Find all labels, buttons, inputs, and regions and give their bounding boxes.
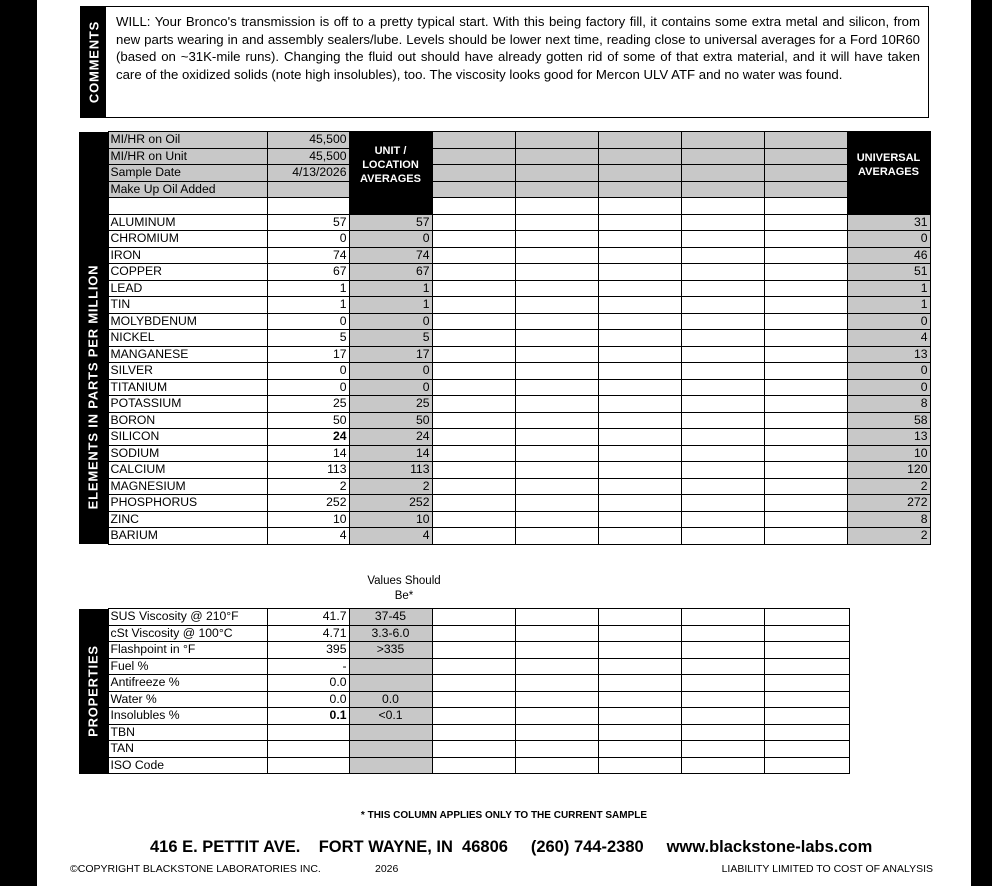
property-should-be: <0.1 (349, 708, 432, 725)
make-up-oil-value (267, 181, 349, 198)
element-name: ZINC (108, 511, 267, 528)
element-universal-average: 46 (847, 247, 930, 264)
elements-table (79, 131, 931, 545)
property-row (79, 658, 849, 675)
properties-table (79, 608, 850, 774)
element-value: 0 (267, 363, 349, 380)
element-unit-average: 25 (349, 396, 432, 413)
element-name: IRON (108, 247, 267, 264)
element-unit-average: 2 (349, 478, 432, 495)
element-universal-average: 8 (847, 511, 930, 528)
element-row (79, 313, 930, 330)
element-value: 57 (267, 214, 349, 231)
universal-header: UNIVERSAL AVERAGES (847, 132, 930, 198)
property-row (79, 708, 849, 725)
element-value: 14 (267, 445, 349, 462)
property-name: SUS Viscosity @ 210°F (108, 609, 267, 626)
element-universal-average: 0 (847, 231, 930, 248)
element-unit-average: 5 (349, 330, 432, 347)
properties-side-tab (79, 609, 108, 774)
mi-hr-oil-value: 45,500 (267, 132, 349, 149)
element-row (79, 412, 930, 429)
element-value: 0 (267, 313, 349, 330)
property-value (267, 757, 349, 774)
element-row (79, 214, 930, 231)
element-value: 24 (267, 429, 349, 446)
property-name: Insolubles % (108, 708, 267, 725)
property-value: 395 (267, 642, 349, 659)
property-value: 0.0 (267, 675, 349, 692)
element-row (79, 379, 930, 396)
property-row (79, 691, 849, 708)
element-name: BORON (108, 412, 267, 429)
element-row (79, 264, 930, 281)
element-universal-average: 272 (847, 495, 930, 512)
element-unit-average: 74 (349, 247, 432, 264)
element-value: 5 (267, 330, 349, 347)
property-row (79, 609, 849, 626)
unit-location-header: UNIT / LOCATION AVERAGES (349, 132, 432, 198)
comments-box (80, 6, 929, 118)
element-row (79, 297, 930, 314)
element-unit-average: 1 (349, 297, 432, 314)
element-unit-average: 50 (349, 412, 432, 429)
report-page (37, 0, 971, 886)
element-name: ALUMINUM (108, 214, 267, 231)
element-universal-average: 13 (847, 346, 930, 363)
element-value: 10 (267, 511, 349, 528)
comments-text: WILL: Your Bronco's transmission is off to a pretty typical start. With this being factory fill, it contains some extra metal and silicon, from new parts wearing in and assembly sealers/lube. Levels should be lower next time, reading close to universal averages for a Ford 10R60 (based on ~31K-mile runs). Changing the fluid out should have already gotten rid of some of that extra material, and it will have taken care of the oxidized solids (note high insolubles), too. The viscosity looks good for Mercon ULV ATF and no water was found. (116, 14, 920, 82)
element-name: BARIUM (108, 528, 267, 545)
element-unit-average: 252 (349, 495, 432, 512)
property-row (79, 724, 849, 741)
property-should-be (349, 658, 432, 675)
sample-date-label: Sample Date (108, 165, 267, 182)
element-name: TITANIUM (108, 379, 267, 396)
element-name: CALCIUM (108, 462, 267, 479)
property-value: 0.1 (267, 708, 349, 725)
element-unit-average: 0 (349, 379, 432, 396)
element-row (79, 429, 930, 446)
element-universal-average: 1 (847, 297, 930, 314)
sample-date-value: 4/13/2026 (267, 165, 349, 182)
element-universal-average: 58 (847, 412, 930, 429)
element-row (79, 478, 930, 495)
element-universal-average: 0 (847, 313, 930, 330)
element-unit-average: 0 (349, 363, 432, 380)
property-should-be: 0.0 (349, 691, 432, 708)
property-value: 41.7 (267, 609, 349, 626)
element-row (79, 280, 930, 297)
element-value: 1 (267, 280, 349, 297)
element-universal-average: 13 (847, 429, 930, 446)
element-unit-average: 14 (349, 445, 432, 462)
element-row (79, 445, 930, 462)
element-value: 25 (267, 396, 349, 413)
element-universal-average: 1 (847, 280, 930, 297)
element-name: LEAD (108, 280, 267, 297)
property-row (79, 757, 849, 774)
elements-side-label: ELEMENTS IN PARTS PER MILLION (85, 264, 101, 510)
element-row (79, 396, 930, 413)
comments-tab (81, 7, 106, 117)
element-row (79, 247, 930, 264)
property-name: cSt Viscosity @ 100°C (108, 625, 267, 642)
element-value: 17 (267, 346, 349, 363)
element-row (79, 528, 930, 545)
element-name: SILVER (108, 363, 267, 380)
element-universal-average: 2 (847, 478, 930, 495)
element-unit-average: 4 (349, 528, 432, 545)
properties-side-label: PROPERTIES (85, 645, 101, 737)
element-row (79, 346, 930, 363)
element-unit-average: 113 (349, 462, 432, 479)
property-name: ISO Code (108, 757, 267, 774)
element-name: COPPER (108, 264, 267, 281)
element-name: MANGANESE (108, 346, 267, 363)
property-value: - (267, 658, 349, 675)
element-name: PHOSPHORUS (108, 495, 267, 512)
element-unit-average: 0 (349, 231, 432, 248)
property-name: Flashpoint in °F (108, 642, 267, 659)
element-value: 2 (267, 478, 349, 495)
element-universal-average: 31 (847, 214, 930, 231)
property-name: Water % (108, 691, 267, 708)
element-universal-average: 51 (847, 264, 930, 281)
element-universal-average: 8 (847, 396, 930, 413)
element-name: NICKEL (108, 330, 267, 347)
make-up-oil-label: Make Up Oil Added (108, 181, 267, 198)
element-name: SODIUM (108, 445, 267, 462)
property-should-be (349, 675, 432, 692)
element-unit-average: 0 (349, 313, 432, 330)
element-name: POTASSIUM (108, 396, 267, 413)
property-should-be (349, 741, 432, 758)
element-row (79, 330, 930, 347)
element-universal-average: 4 (847, 330, 930, 347)
element-name: SILICON (108, 429, 267, 446)
comments-label: COMMENTS (86, 20, 101, 104)
element-unit-average: 10 (349, 511, 432, 528)
property-should-be: 3.3-6.0 (349, 625, 432, 642)
property-should-be (349, 757, 432, 774)
element-value: 113 (267, 462, 349, 479)
element-row (79, 462, 930, 479)
element-value: 4 (267, 528, 349, 545)
property-name: TBN (108, 724, 267, 741)
element-value: 0 (267, 231, 349, 248)
mi-hr-unit-label: MI/HR on Unit (108, 148, 267, 165)
element-unit-average: 24 (349, 429, 432, 446)
element-name: MOLYBDENUM (108, 313, 267, 330)
element-universal-average: 0 (847, 379, 930, 396)
property-row (79, 675, 849, 692)
property-value: 0.0 (267, 691, 349, 708)
liability-note: LIABILITY LIMITED TO COST OF ANALYSIS (721, 863, 933, 875)
element-value: 50 (267, 412, 349, 429)
property-value (267, 724, 349, 741)
element-unit-average: 57 (349, 214, 432, 231)
element-universal-average: 2 (847, 528, 930, 545)
property-value: 4.71 (267, 625, 349, 642)
column-note: * THIS COLUMN APPLIES ONLY TO THE CURRENT SAMPLE (360, 810, 648, 821)
element-unit-average: 1 (349, 280, 432, 297)
property-should-be: 37-45 (349, 609, 432, 626)
element-value: 252 (267, 495, 349, 512)
element-value: 0 (267, 379, 349, 396)
property-should-be (349, 724, 432, 741)
element-row (79, 363, 930, 380)
property-value (267, 741, 349, 758)
property-row (79, 625, 849, 642)
property-row (79, 642, 849, 659)
values-should-be-label: Values Should Be* (367, 575, 441, 602)
elements-side-tab (79, 132, 108, 545)
element-universal-average: 10 (847, 445, 930, 462)
element-unit-average: 67 (349, 264, 432, 281)
element-value: 74 (267, 247, 349, 264)
element-value: 67 (267, 264, 349, 281)
copyright: ©COPYRIGHT BLACKSTONE LABORATORIES INC. (70, 863, 321, 875)
property-row (79, 741, 849, 758)
property-name: TAN (108, 741, 267, 758)
element-name: TIN (108, 297, 267, 314)
mi-hr-oil-label: MI/HR on Oil (108, 132, 267, 149)
lab-address: 416 E. PETTIT AVE. FORT WAYNE, IN 46806 (260) 744-2380 www.blackstone-labs.com (150, 838, 873, 856)
element-name: MAGNESIUM (108, 478, 267, 495)
property-name: Fuel % (108, 658, 267, 675)
element-unit-average: 17 (349, 346, 432, 363)
property-should-be: >335 (349, 642, 432, 659)
element-row (79, 495, 930, 512)
element-name: CHROMIUM (108, 231, 267, 248)
element-universal-average: 120 (847, 462, 930, 479)
property-name: Antifreeze % (108, 675, 267, 692)
element-value: 1 (267, 297, 349, 314)
element-row (79, 231, 930, 248)
element-row (79, 511, 930, 528)
element-universal-average: 0 (847, 363, 930, 380)
copyright-year: 2026 (375, 863, 399, 875)
mi-hr-unit-value: 45,500 (267, 148, 349, 165)
